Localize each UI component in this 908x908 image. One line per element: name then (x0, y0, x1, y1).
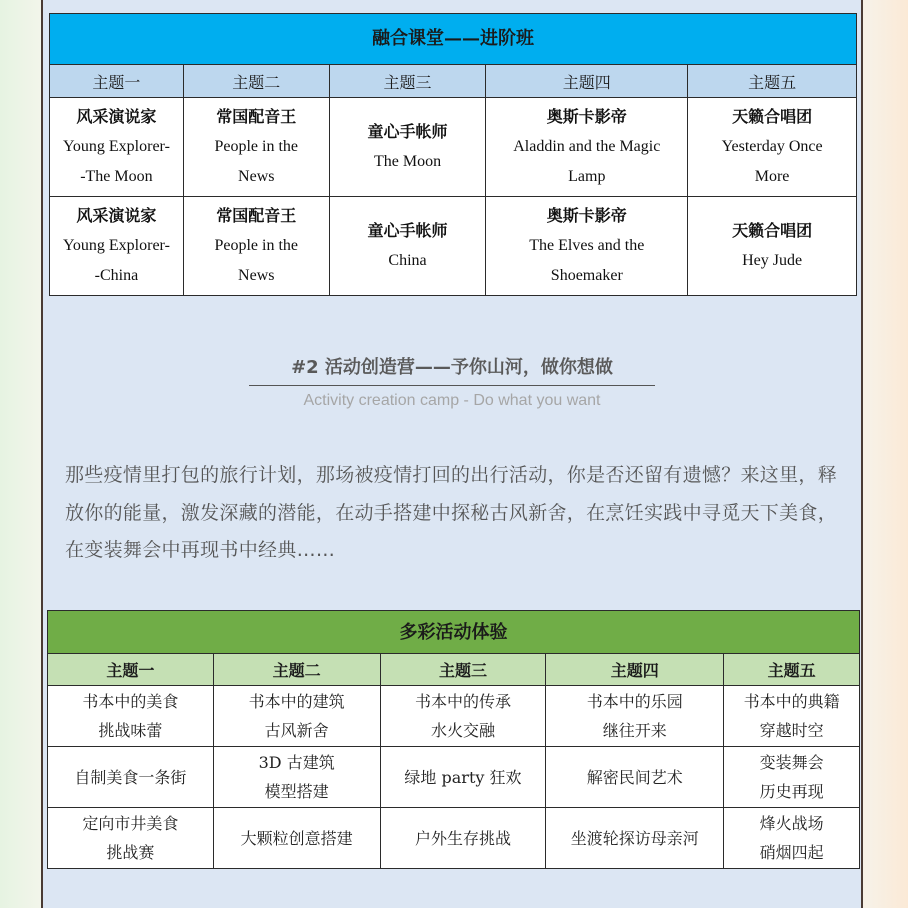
table-row (50, 197, 857, 296)
column-header: 主题二 (183, 65, 329, 98)
cell-text: 水火交融 (430, 721, 495, 740)
cell-title: 天籁合唱团 (732, 107, 813, 126)
content-panel (41, 0, 863, 908)
column-header: 主题一 (48, 654, 214, 686)
cell-text: 书本中的传承 (414, 692, 511, 711)
section-paragraph: 那些疫情里打包的旅行计划，那场被疫情打回的出行活动，你是否还留有遗憾？来这里，释放你的能量，激发深藏的潜能，在动手搭建中探秘古风新舍，在烹饪实践中寻觅天下美食，在变装舞会中再现书中经典…… (65, 464, 838, 561)
cell-text: 挑战味蕾 (98, 721, 163, 740)
cell-text: 3D 古建筑 (258, 753, 335, 772)
table-cell (329, 98, 486, 197)
cell-text: Aladdin and the Magic (513, 138, 661, 155)
cell-text: More (754, 168, 790, 185)
column-header: 主题一 (50, 65, 184, 98)
cell-text: Yesterday Once (721, 138, 823, 155)
cell-text: 书本中的建筑 (248, 692, 345, 711)
section-subtitle: Activity creation camp - Do what you want (303, 392, 601, 409)
table-cell (486, 98, 688, 197)
table-row (48, 686, 860, 747)
cell-text: 坐渡轮探访母亲河 (570, 828, 699, 848)
top-strip (43, 0, 861, 10)
cell-text: People in the (214, 138, 299, 155)
cell-text: 书本中的美食 (82, 692, 179, 711)
activities-table (47, 610, 860, 869)
cell-text: 古风新舍 (264, 721, 329, 740)
table-cell (213, 808, 380, 869)
cell-title: 常国配音王 (216, 107, 297, 126)
cell-title: 天籁合唱团 (732, 221, 813, 240)
cell-text: 模型搭建 (264, 782, 329, 801)
cell-text: 解密民间艺术 (586, 767, 683, 787)
table-cell (50, 197, 184, 296)
column-header: 主题五 (724, 654, 860, 686)
table-cell (48, 747, 214, 808)
column-header: 主题三 (329, 65, 486, 98)
table-row (48, 808, 860, 869)
table-title: 融合课堂——进阶班 (50, 14, 857, 65)
cell-text: Lamp (568, 168, 606, 185)
table-cell (380, 808, 546, 869)
table-cell (724, 686, 860, 747)
cell-title: 童心手帐师 (367, 122, 448, 141)
column-header: 主题四 (546, 654, 724, 686)
table-cell (688, 98, 857, 197)
cell-text: 大颗粒创意搭建 (240, 828, 353, 848)
table-cell (329, 197, 486, 296)
column-header: 主题四 (486, 65, 688, 98)
column-header: 主题五 (688, 65, 857, 98)
table-cell (50, 98, 184, 197)
cell-text: 自制美食一条街 (74, 767, 187, 787)
table-cell (183, 197, 329, 296)
cell-text: -China (94, 267, 139, 284)
table-cell (48, 808, 214, 869)
cell-title: 风采演说家 (76, 107, 157, 126)
cell-text: The Moon (373, 153, 442, 170)
table-cell (183, 98, 329, 197)
cell-text: Hey Jude (742, 252, 803, 269)
cell-text: 变装舞会 (759, 753, 824, 772)
cell-text: 硝烟四起 (759, 843, 824, 862)
cell-title: 奥斯卡影帝 (546, 107, 627, 126)
table-cell (48, 686, 214, 747)
table-row (50, 98, 857, 197)
table-header-row (50, 65, 857, 98)
table-cell (546, 808, 724, 869)
cell-text: 绿地 party 狂欢 (404, 767, 522, 787)
cell-text: Young Explorer- (62, 138, 170, 155)
table-cell (724, 747, 860, 808)
cell-text: 挑战赛 (106, 843, 155, 862)
cell-text: News (238, 168, 275, 185)
section-heading (43, 353, 861, 410)
table-cell (486, 197, 688, 296)
cell-text: The Elves and the (529, 237, 645, 254)
table-cell (213, 747, 380, 808)
table-cell (380, 747, 546, 808)
cell-text: People in the (214, 237, 299, 254)
table-title: 多彩活动体验 (48, 611, 860, 654)
column-header: 主题二 (213, 654, 380, 686)
cell-title: 童心手帐师 (367, 221, 448, 240)
cell-text: 户外生存挑战 (414, 828, 511, 848)
cell-text: 书本中的典籍 (743, 692, 840, 711)
cell-text: 书本中的乐园 (586, 692, 683, 711)
cell-title: 奥斯卡影帝 (546, 206, 627, 225)
cell-text: 穿越时空 (759, 721, 824, 740)
table-cell (688, 197, 857, 296)
table-cell (546, 747, 724, 808)
cell-text: 定向市井美食 (82, 814, 179, 833)
cell-title: 风采演说家 (76, 206, 157, 225)
table-cell (213, 686, 380, 747)
cell-text: 烽火战场 (759, 814, 824, 833)
cell-text: News (238, 267, 275, 284)
table-header-row (48, 654, 860, 686)
cell-text: 历史再现 (759, 782, 824, 801)
section-title: #2 活动创造营——予你山河，做你想做 (249, 353, 655, 386)
cell-text: Young Explorer- (62, 237, 170, 254)
table-row (48, 747, 860, 808)
cell-text: -The Moon (80, 168, 153, 185)
cell-title: 常国配音王 (216, 206, 297, 225)
column-header: 主题三 (380, 654, 546, 686)
table-cell (546, 686, 724, 747)
table-cell (724, 808, 860, 869)
cell-text: China (388, 252, 427, 269)
table-cell (380, 686, 546, 747)
cell-text: Shoemaker (550, 267, 623, 284)
advanced-class-table (49, 13, 857, 296)
cell-text: 继往开来 (602, 721, 667, 740)
